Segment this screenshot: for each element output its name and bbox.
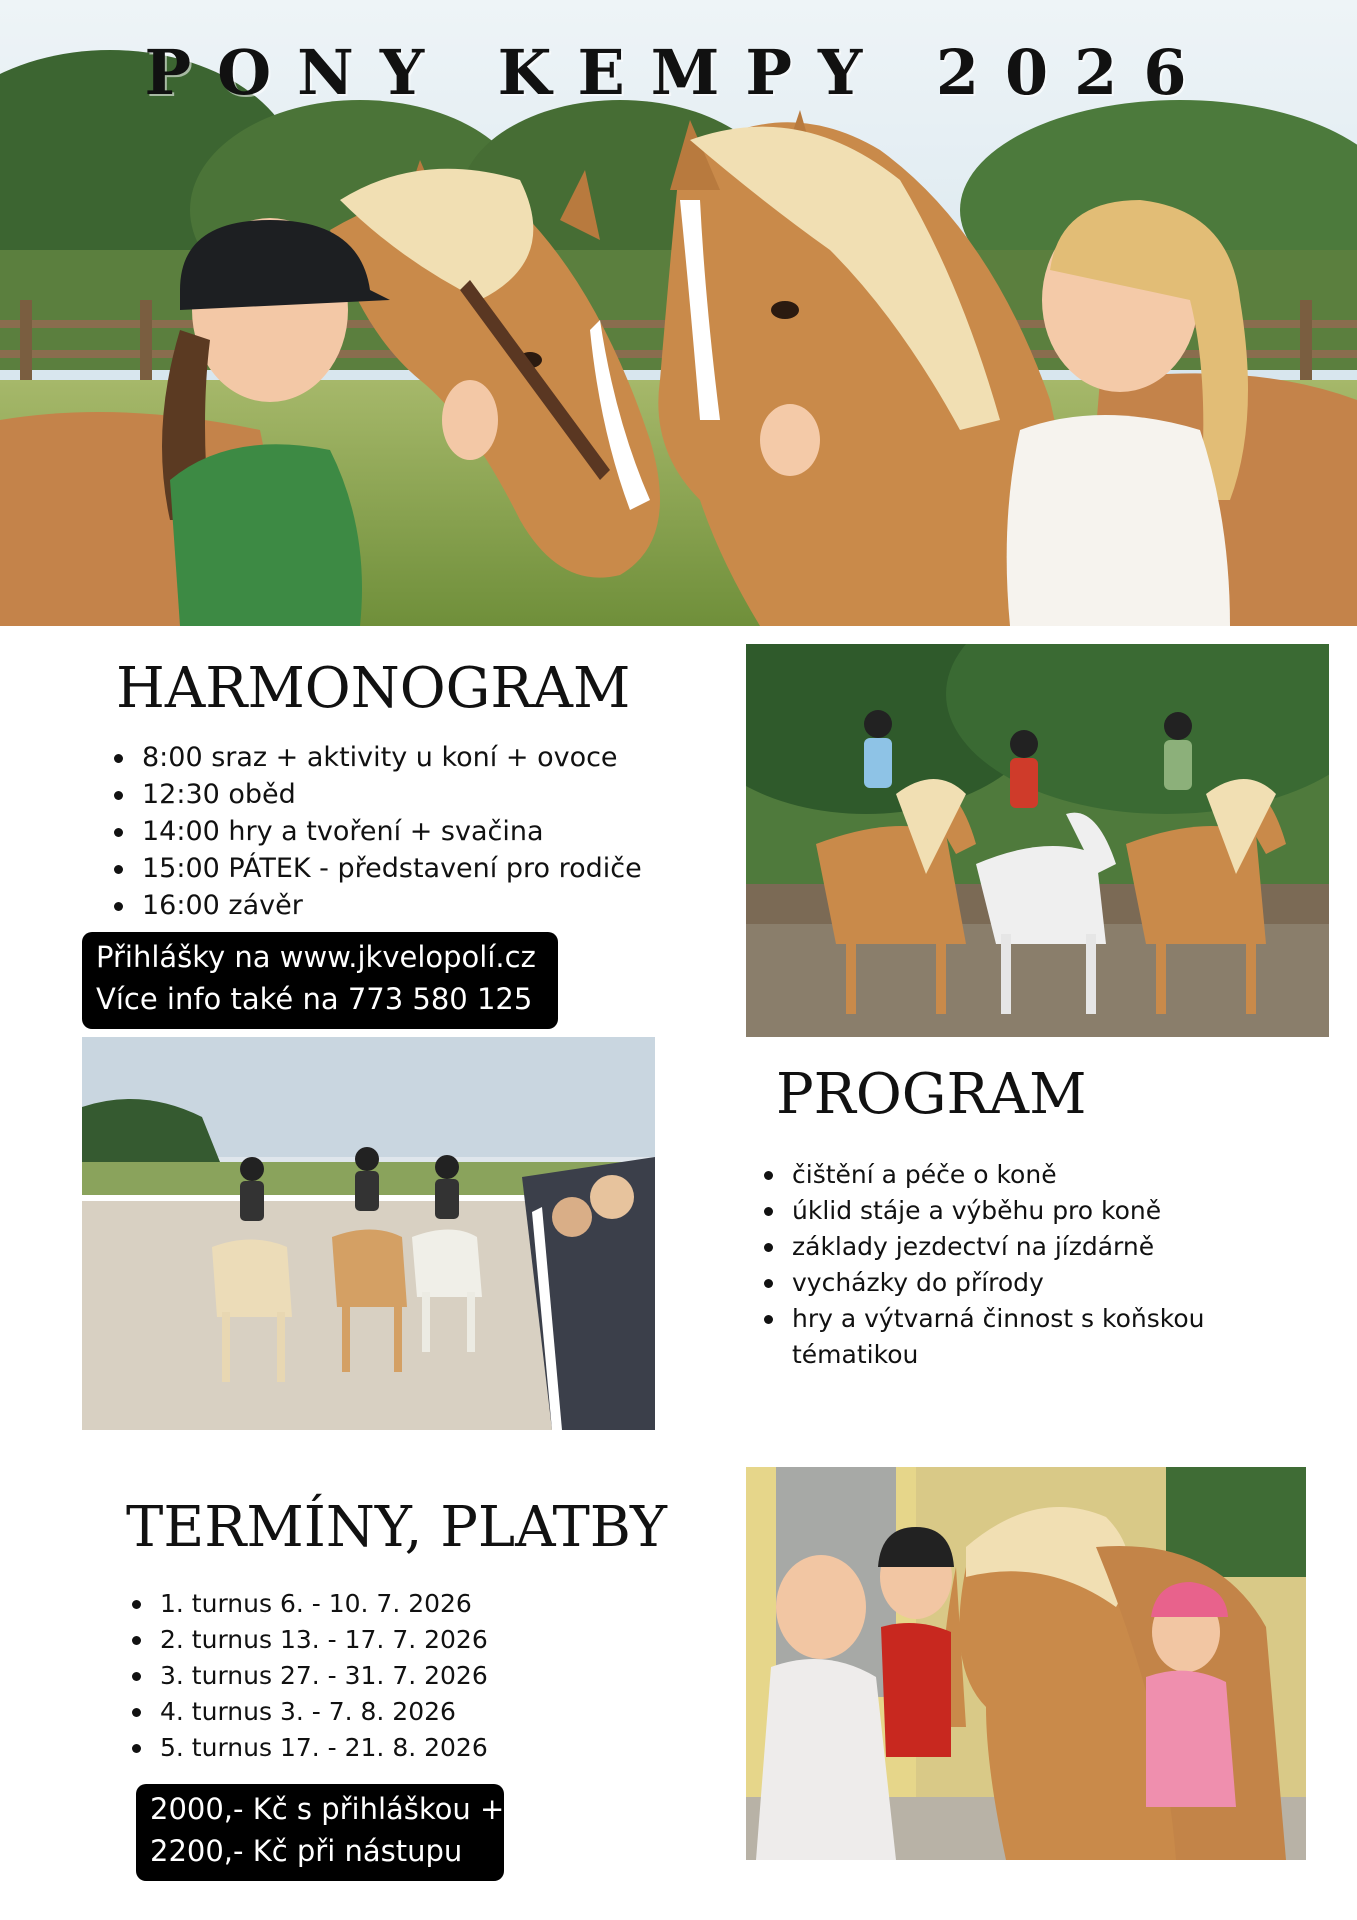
terms-list <box>124 1586 488 1766</box>
phone-line: Více info také na 773 580 125 <box>96 982 533 1016</box>
list-item: základy jezdectví na jízdárně <box>756 1229 1276 1265</box>
program-heading: PROGRAM <box>776 1062 1087 1127</box>
list-item: 3. turnus 27. - 31. 7. 2026 <box>124 1658 488 1694</box>
list-item: čištění a péče o koně <box>756 1157 1276 1193</box>
list-item: 1. turnus 6. - 10. 7. 2026 <box>124 1586 488 1622</box>
list-item: 8:00 sraz + aktivity u koní + ovoce <box>106 739 642 776</box>
photo-arena-show <box>82 1037 655 1430</box>
list-item: 14:00 hry a tvoření + svačina <box>106 813 642 850</box>
arena-illustration <box>82 1037 655 1430</box>
photo-grooming <box>746 1467 1306 1860</box>
contact-box <box>82 932 558 1029</box>
price-line: 2000,- Kč s přihláškou + <box>150 1792 505 1826</box>
list-item: 2. turnus 13. - 17. 7. 2026 <box>124 1622 488 1658</box>
terms-heading: TERMÍNY, PLATBY <box>126 1495 667 1560</box>
list-item: vycházky do přírody <box>756 1265 1276 1301</box>
list-item: hry a výtvarná činnost s koňskou tématikou <box>756 1301 1276 1373</box>
list-item: 16:00 závěr <box>106 887 642 924</box>
harmonogram-list <box>106 739 642 924</box>
program-list <box>756 1157 1276 1373</box>
registration-line: Přihlášky na www.jkvelopolí.cz <box>96 940 536 974</box>
grooming-illustration <box>746 1467 1306 1860</box>
list-item: 4. turnus 3. - 7. 8. 2026 <box>124 1694 488 1730</box>
price-box <box>136 1784 504 1881</box>
list-item: 5. turnus 17. - 21. 8. 2026 <box>124 1730 488 1766</box>
page-title: PONY KEMPY 2026 <box>144 36 1213 109</box>
list-item: 15:00 PÁTEK - představení pro rodiče <box>106 850 642 887</box>
photo-ponies-in-water <box>746 644 1329 1037</box>
list-item: 12:30 oběd <box>106 776 642 813</box>
harmonogram-heading: HARMONOGRAM <box>116 656 631 721</box>
price-line: 2200,- Kč při nástupu <box>150 1834 463 1868</box>
list-item: úklid stáje a výběhu pro koně <box>756 1193 1276 1229</box>
water-ride-illustration <box>746 644 1329 1037</box>
